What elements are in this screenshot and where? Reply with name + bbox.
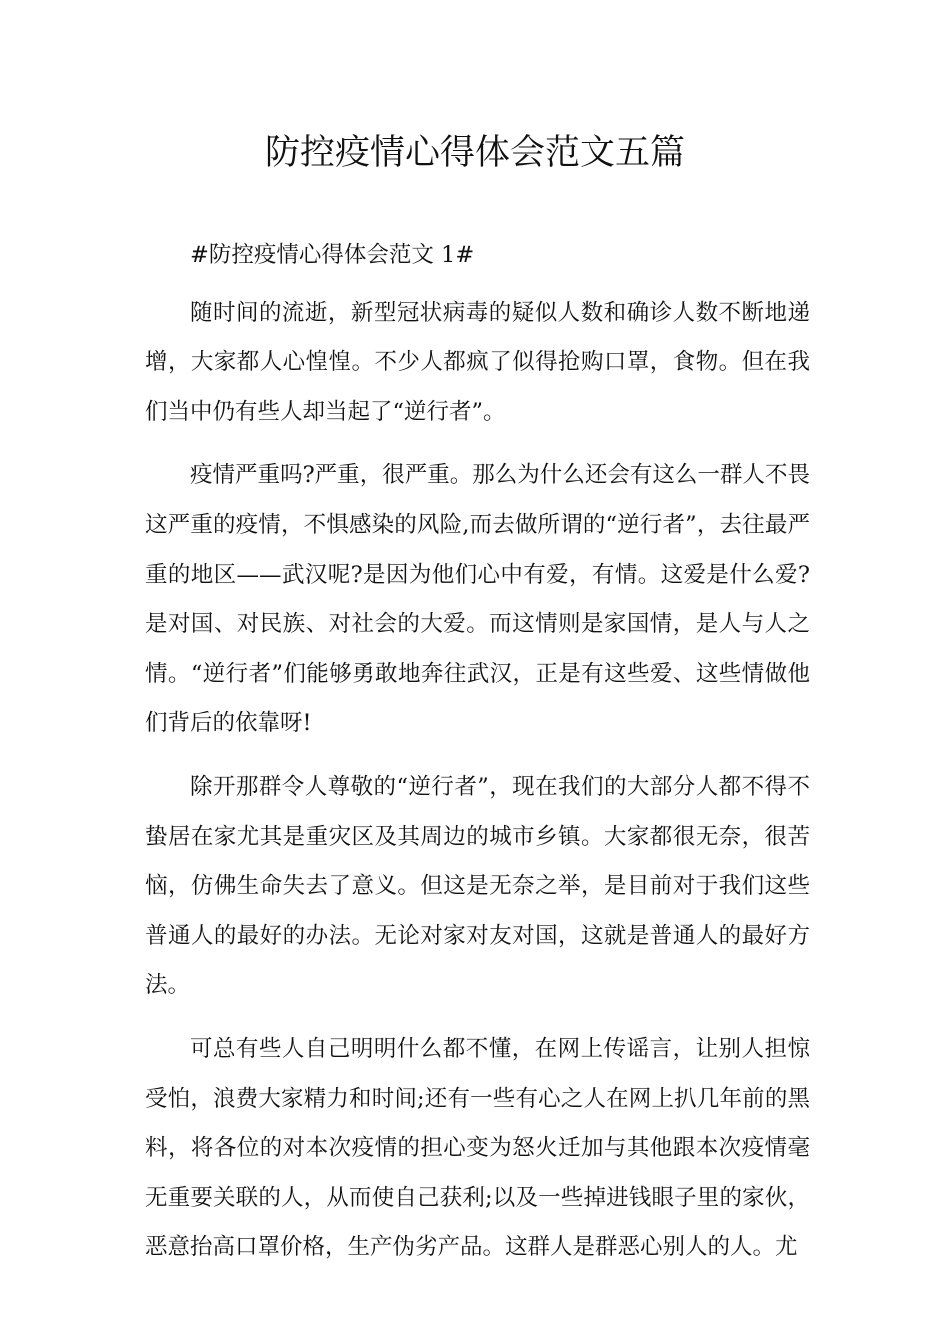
paragraph: 除开那群令人尊敬的“逆行者”，现在我们的大部分人都不得不蛰居在家尤其是重灾区及其周边的城市乡镇。大家都很无奈，很苦恼，仿佛生命失去了意义。但这是无奈之举，是目前对于我们这些普通人的最好的办法。无论对家对友对国，这就是普通人的最好方法。	[145, 773, 810, 999]
paragraph: 随时间的流逝，新型冠状病毒的疑似人数和确诊人数不断地递增，大家都人心惶惶。不少人都疯了似得抢购口罩，食物。但在我们当中仍有些人却当起了“逆行者”。	[145, 299, 810, 425]
paragraph: 疫情严重吗?严重，很严重。那么为什么还会有这么一群人不畏这严重的疫情，不惧感染的风险,而去做所谓的“逆行者”，去往最严重的地区——武汉呢?是因为他们心中有爱，有情。这爱是什么爱?是对国、对民族、对社会的大爱。而这情则是家国情，是人与人之情。“逆行者”们能够勇敢地奔往武汉，正是有这些爱、这些情做他们背后的依靠呀!	[145, 462, 810, 737]
section-heading: #防控疫情心得体会范文 1#	[190, 242, 475, 268]
document-body	[145, 231, 810, 1287]
document-title: 防控疫情心得体会范文五篇	[264, 133, 685, 173]
paragraph: 可总有些人自己明明什么都不懂，在网上传谣言，让别人担惊受怕，浪费大家精力和时间;还有一些有心之人在网上扒几年前的黑料，将各位的对本次疫情的担心变为怒火迁加与其他跟本次疫情毫无重要关联的人，从而使自己获利;以及一些掉进钱眼子里的家伙，恶意抬高口罩价格，生产伪劣产品。这群人是群恶心别人的人。尤	[145, 1035, 810, 1261]
